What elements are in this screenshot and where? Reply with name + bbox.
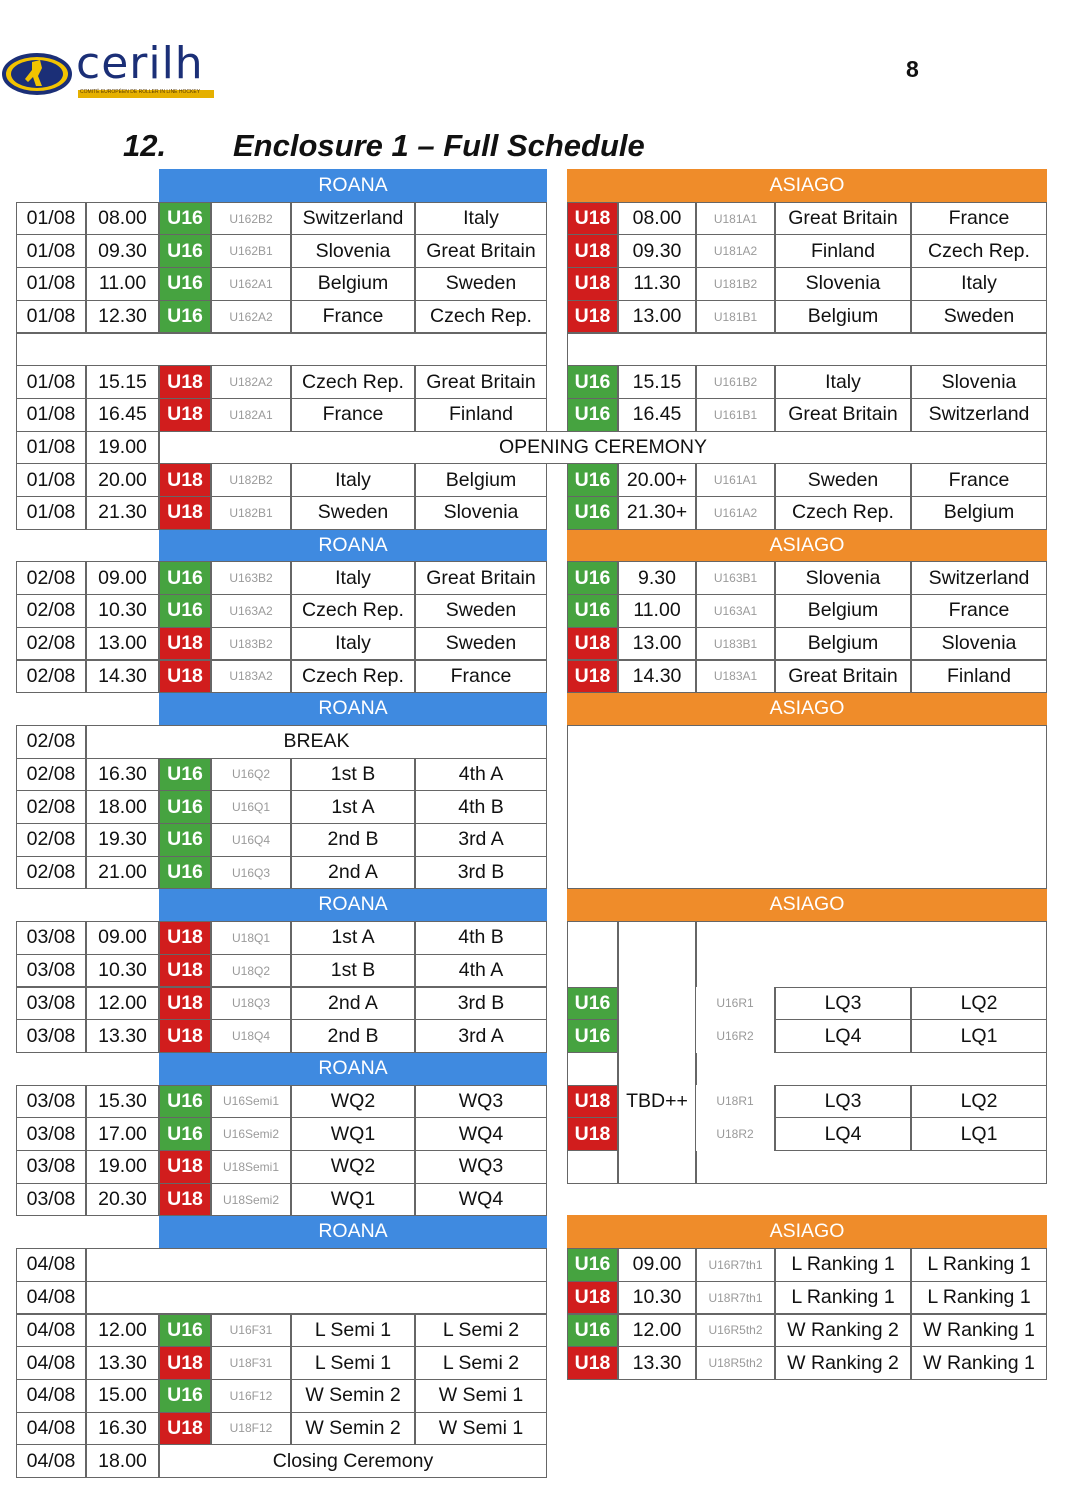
- empty-block: [567, 725, 1047, 890]
- schedule-date: 03/08: [16, 1085, 86, 1119]
- game-code: U182B2: [211, 463, 291, 497]
- category-badge: U16: [159, 823, 211, 857]
- schedule-date: 03/08: [16, 1150, 86, 1184]
- away-team: France: [911, 463, 1047, 497]
- home-team: Sweden: [291, 496, 415, 530]
- schedule-date: 01/08: [16, 267, 86, 301]
- game-code: U18Semi1: [211, 1150, 291, 1184]
- blank-row: [16, 333, 547, 367]
- schedule-date: 03/08: [16, 987, 86, 1021]
- game-code: U182A2: [211, 365, 291, 399]
- category-badge: U18: [159, 1412, 211, 1446]
- category-badge: U16: [567, 496, 618, 530]
- schedule-date: 02/08: [16, 561, 86, 595]
- game-code: U163A2: [211, 594, 291, 628]
- category-badge: U16: [159, 790, 211, 824]
- home-team: WQ2: [291, 1085, 415, 1119]
- venue-header-asiago: ASIAGO: [567, 692, 1047, 725]
- schedule-time: 09.30: [618, 234, 696, 268]
- category-badge: U16: [159, 1314, 211, 1348]
- game-code: U16Semi1: [211, 1085, 291, 1119]
- schedule-time: 12.00: [86, 987, 159, 1021]
- schedule-date: 04/08: [16, 1281, 86, 1315]
- schedule-date: 04/08: [16, 1248, 86, 1282]
- category-badge: U18: [567, 1281, 618, 1315]
- game-code: U18R2: [696, 1117, 775, 1151]
- schedule-date: 01/08: [16, 365, 86, 399]
- game-code: U18R5th2: [696, 1346, 775, 1380]
- schedule-time: 13.00: [618, 300, 696, 334]
- away-team: W Semi 1: [415, 1379, 547, 1413]
- game-code: U16F12: [211, 1379, 291, 1413]
- venue-header-asiago: ASIAGO: [567, 1215, 1047, 1248]
- game-code: U18Q4: [211, 1019, 291, 1053]
- category-badge: U16: [567, 561, 618, 595]
- schedule-date: 01/08: [16, 431, 86, 465]
- logo-subtitle: COMITÉ EUROPÉEN DE ROLLER IN LINE HOCKEY: [80, 89, 201, 95]
- schedule-time: TBD++: [619, 1085, 695, 1119]
- schedule-date: 02/08: [16, 627, 86, 661]
- venue-header-roana: ROANA: [159, 692, 547, 725]
- away-team: WQ3: [415, 1150, 547, 1184]
- game-code: U183B1: [696, 627, 775, 661]
- away-team: Sweden: [415, 594, 547, 628]
- category-badge: U18: [567, 300, 618, 334]
- schedule-date: 02/08: [16, 758, 86, 792]
- schedule-date: 01/08: [16, 463, 86, 497]
- schedule-time: 21.30: [86, 496, 159, 530]
- away-team: Great Britain: [415, 365, 547, 399]
- schedule-time: 21.00: [86, 856, 159, 890]
- game-code: U18F12: [211, 1412, 291, 1446]
- schedule-time: 20.00: [86, 463, 159, 497]
- game-code: U16Q2: [211, 758, 291, 792]
- game-code: U183A1: [696, 660, 775, 694]
- away-team: 4th B: [415, 921, 547, 955]
- schedule-time: 19.00: [86, 431, 159, 465]
- schedule-time: 13.30: [618, 1346, 696, 1380]
- schedule-date: 03/08: [16, 1019, 86, 1053]
- away-team: WQ3: [415, 1085, 547, 1119]
- schedule-time: 09.00: [86, 561, 159, 595]
- schedule-date: 02/08: [16, 856, 86, 890]
- category-badge: U16: [567, 1314, 618, 1348]
- home-team: WQ2: [291, 1150, 415, 1184]
- schedule-date: 04/08: [16, 1379, 86, 1413]
- away-team: France: [415, 660, 547, 694]
- section-number: 12.: [123, 128, 167, 163]
- home-team: Switzerland: [291, 202, 415, 236]
- away-team: L Semi 2: [415, 1314, 547, 1348]
- home-team: 2nd B: [291, 823, 415, 857]
- away-team: Italy: [415, 202, 547, 236]
- game-code: U163A1: [696, 594, 775, 628]
- away-team: Belgium: [415, 463, 547, 497]
- category-badge: U18: [567, 1085, 618, 1119]
- category-badge: U16: [159, 856, 211, 890]
- home-team: 1st A: [291, 921, 415, 955]
- away-team: Switzerland: [911, 398, 1047, 432]
- game-code: U181B2: [696, 267, 775, 301]
- home-team: Czech Rep.: [291, 594, 415, 628]
- category-badge: U18: [159, 660, 211, 694]
- home-team: Sweden: [775, 463, 911, 497]
- game-code: U18Q1: [211, 921, 291, 955]
- category-badge: U16: [567, 1248, 618, 1282]
- schedule-date: 01/08: [16, 496, 86, 530]
- schedule-time: 09.00: [86, 921, 159, 955]
- home-team: W Semin 2: [291, 1379, 415, 1413]
- category-badge: U18: [159, 463, 211, 497]
- away-team: W Semi 1: [415, 1412, 547, 1446]
- away-team: L Semi 2: [415, 1346, 547, 1380]
- category-badge: U16: [159, 561, 211, 595]
- home-team: Italy: [291, 463, 415, 497]
- game-code: U16R5th2: [696, 1314, 775, 1348]
- category-badge: U16: [159, 234, 211, 268]
- schedule-time: 20.30: [86, 1183, 159, 1217]
- game-code: U162A2: [211, 300, 291, 334]
- away-team: LQ2: [911, 987, 1047, 1021]
- home-team: 2nd B: [291, 1019, 415, 1053]
- home-team: France: [291, 300, 415, 334]
- venue-header-roana: ROANA: [159, 1052, 547, 1085]
- away-team: Italy: [911, 267, 1047, 301]
- schedule-date: 03/08: [16, 921, 86, 955]
- venue-header-roana: ROANA: [159, 169, 547, 202]
- away-team: W Ranking 1: [911, 1346, 1047, 1380]
- game-code: U161B2: [696, 365, 775, 399]
- away-team: Switzerland: [911, 561, 1047, 595]
- game-code: U163B2: [211, 561, 291, 595]
- away-team: France: [911, 594, 1047, 628]
- home-team: Czech Rep.: [291, 660, 415, 694]
- schedule-time: 16.30: [86, 1412, 159, 1446]
- schedule-time: 13.00: [618, 627, 696, 661]
- away-team: Belgium: [911, 496, 1047, 530]
- schedule-date: 04/08: [16, 1346, 86, 1380]
- schedule-time: 12.00: [86, 1314, 159, 1348]
- hockey-player-icon: [2, 48, 76, 104]
- game-code: U16R7th1: [696, 1248, 775, 1282]
- schedule-time: 11.30: [618, 267, 696, 301]
- venue-header-asiago: ASIAGO: [567, 169, 1047, 202]
- game-code: U16F31: [211, 1314, 291, 1348]
- home-team: Belgium: [775, 627, 911, 661]
- schedule-time: 13.00: [86, 627, 159, 661]
- home-team: 1st B: [291, 954, 415, 988]
- home-team: Belgium: [775, 594, 911, 628]
- game-code: U161A1: [696, 463, 775, 497]
- schedule-date: 04/08: [16, 1314, 86, 1348]
- category-badge: U18: [567, 1117, 618, 1151]
- home-team: LQ3: [775, 1085, 911, 1119]
- away-team: Slovenia: [415, 496, 547, 530]
- category-badge: U16: [567, 398, 618, 432]
- schedule-time: 14.30: [618, 660, 696, 694]
- schedule-date: 02/08: [16, 660, 86, 694]
- schedule-date: 02/08: [16, 725, 86, 759]
- category-badge: U16: [159, 758, 211, 792]
- away-team: Finland: [911, 660, 1047, 694]
- away-team: Slovenia: [911, 365, 1047, 399]
- home-team: Italy: [291, 627, 415, 661]
- category-badge: U16: [159, 1085, 211, 1119]
- home-team: Italy: [291, 561, 415, 595]
- schedule-event: OPENING CEREMONY: [159, 431, 1047, 465]
- away-team: Sweden: [911, 300, 1047, 334]
- game-code: U183B2: [211, 627, 291, 661]
- away-team: Czech Rep.: [911, 234, 1047, 268]
- home-team: 1st B: [291, 758, 415, 792]
- game-code: U18Q2: [211, 954, 291, 988]
- empty-slot: [86, 1248, 547, 1282]
- away-team: France: [911, 202, 1047, 236]
- page-number: 8: [906, 56, 919, 82]
- schedule-time: 19.00: [86, 1150, 159, 1184]
- home-team: Belgium: [291, 267, 415, 301]
- schedule-date: 04/08: [16, 1444, 86, 1478]
- away-team: L Ranking 1: [911, 1281, 1047, 1315]
- game-code: U182A1: [211, 398, 291, 432]
- home-team: L Semi 1: [291, 1314, 415, 1348]
- game-code: U16Semi2: [211, 1117, 291, 1151]
- schedule-date: 03/08: [16, 954, 86, 988]
- schedule-time: 9.30: [618, 561, 696, 595]
- category-badge: U16: [159, 267, 211, 301]
- venue-header-roana: ROANA: [159, 529, 547, 562]
- category-badge: U18: [567, 202, 618, 236]
- home-team: W Ranking 2: [775, 1346, 911, 1380]
- away-team: WQ4: [415, 1183, 547, 1217]
- schedule-time: 09.00: [618, 1248, 696, 1282]
- category-badge: U18: [567, 627, 618, 661]
- page-title: Enclosure 1 – Full Schedule: [233, 128, 645, 163]
- home-team: Great Britain: [775, 660, 911, 694]
- category-badge: U16: [159, 594, 211, 628]
- game-code: U16Q4: [211, 823, 291, 857]
- category-badge: U18: [159, 954, 211, 988]
- category-badge: U16: [159, 300, 211, 334]
- time-col-block: [618, 921, 696, 1184]
- away-team: 3rd B: [415, 987, 547, 1021]
- schedule-time: 18.00: [86, 790, 159, 824]
- schedule-time: 16.45: [86, 398, 159, 432]
- blank-row: [567, 333, 1047, 367]
- home-team: LQ4: [775, 1019, 911, 1053]
- away-team: L Ranking 1: [911, 1248, 1047, 1282]
- game-code: U162B1: [211, 234, 291, 268]
- home-team: LQ4: [775, 1117, 911, 1151]
- schedule-time: 14.30: [86, 660, 159, 694]
- schedule-time: 10.30: [86, 594, 159, 628]
- schedule-time: 15.30: [86, 1085, 159, 1119]
- schedule-time: 15.15: [618, 365, 696, 399]
- schedule-time: 21.30+: [618, 496, 696, 530]
- game-code: U162A1: [211, 267, 291, 301]
- logo-wordmark: cerilh: [76, 38, 204, 89]
- game-code: U161B1: [696, 398, 775, 432]
- home-team: Great Britain: [775, 202, 911, 236]
- category-badge: U18: [159, 365, 211, 399]
- venue-header-roana: ROANA: [159, 888, 547, 921]
- schedule-date: 04/08: [16, 1412, 86, 1446]
- away-team: W Ranking 1: [911, 1314, 1047, 1348]
- home-team: W Ranking 2: [775, 1314, 911, 1348]
- schedule-date: 02/08: [16, 823, 86, 857]
- away-team: Sweden: [415, 267, 547, 301]
- schedule-date: 02/08: [16, 594, 86, 628]
- schedule-time: 12.00: [618, 1314, 696, 1348]
- schedule-time: 20.00+: [618, 463, 696, 497]
- game-code: U162B2: [211, 202, 291, 236]
- game-code: U183A2: [211, 660, 291, 694]
- schedule-date: 02/08: [16, 790, 86, 824]
- schedule-time: 08.00: [86, 202, 159, 236]
- schedule-time: 15.00: [86, 1379, 159, 1413]
- away-team: WQ4: [415, 1117, 547, 1151]
- away-team: Sweden: [415, 627, 547, 661]
- category-badge: U16: [567, 365, 618, 399]
- category-badge: U18: [159, 496, 211, 530]
- schedule-time: 09.30: [86, 234, 159, 268]
- category-badge: U16: [567, 463, 618, 497]
- schedule-event: BREAK: [86, 725, 547, 759]
- away-team: Slovenia: [911, 627, 1047, 661]
- away-team: Finland: [415, 398, 547, 432]
- away-team: LQ2: [911, 1085, 1047, 1119]
- category-badge: U16: [159, 1379, 211, 1413]
- category-badge: U18: [567, 267, 618, 301]
- home-team: WQ1: [291, 1183, 415, 1217]
- schedule-time: 18.00: [86, 1444, 159, 1478]
- home-team: Slovenia: [775, 561, 911, 595]
- category-badge: U18: [567, 660, 618, 694]
- schedule-date: 03/08: [16, 1183, 86, 1217]
- away-team: LQ1: [911, 1019, 1047, 1053]
- schedule-time: 13.30: [86, 1346, 159, 1380]
- schedule-time: 16.45: [618, 398, 696, 432]
- schedule-time: 13.30: [86, 1019, 159, 1053]
- schedule-date: 03/08: [16, 1117, 86, 1151]
- home-team: W Semin 2: [291, 1412, 415, 1446]
- home-team: 1st A: [291, 790, 415, 824]
- home-team: 2nd A: [291, 987, 415, 1021]
- home-team: Great Britain: [775, 398, 911, 432]
- schedule-date: 01/08: [16, 300, 86, 334]
- venue-header-roana: ROANA: [159, 1215, 547, 1248]
- game-code: U16Q3: [211, 856, 291, 890]
- away-team: Great Britain: [415, 234, 547, 268]
- away-team: 4th A: [415, 954, 547, 988]
- game-code: U182B1: [211, 496, 291, 530]
- away-team: 4th B: [415, 790, 547, 824]
- category-badge: U16: [159, 202, 211, 236]
- home-team: L Semi 1: [291, 1346, 415, 1380]
- category-badge: U18: [567, 234, 618, 268]
- home-team: Finland: [775, 234, 911, 268]
- home-team: LQ3: [775, 987, 911, 1021]
- home-team: L Ranking 1: [775, 1248, 911, 1282]
- home-team: Czech Rep.: [291, 365, 415, 399]
- schedule-time: 17.00: [86, 1117, 159, 1151]
- away-team: Czech Rep.: [415, 300, 547, 334]
- game-code: U181B1: [696, 300, 775, 334]
- category-badge: U18: [159, 1346, 211, 1380]
- schedule-date: 01/08: [16, 234, 86, 268]
- away-team: 3rd A: [415, 823, 547, 857]
- away-team: 3rd B: [415, 856, 547, 890]
- category-badge: U18: [159, 1019, 211, 1053]
- empty-slot: [86, 1281, 547, 1315]
- category-badge: U18: [159, 1150, 211, 1184]
- game-code: U18Q3: [211, 987, 291, 1021]
- schedule-time: 10.30: [618, 1281, 696, 1315]
- game-code: U16R1: [696, 987, 775, 1021]
- home-team: L Ranking 1: [775, 1281, 911, 1315]
- game-code: U18F31: [211, 1346, 291, 1380]
- category-badge: U18: [159, 398, 211, 432]
- home-team: WQ1: [291, 1117, 415, 1151]
- away-team: 4th A: [415, 758, 547, 792]
- game-code: U181A1: [696, 202, 775, 236]
- away-team: LQ1: [911, 1117, 1047, 1151]
- schedule-time: 12.30: [86, 300, 159, 334]
- category-badge: U18: [159, 921, 211, 955]
- category-badge: U18: [159, 627, 211, 661]
- game-code: U16Q1: [211, 790, 291, 824]
- schedule-time: 15.15: [86, 365, 159, 399]
- schedule-time: 19.30: [86, 823, 159, 857]
- schedule-time: 16.30: [86, 758, 159, 792]
- category-badge: U16: [159, 1117, 211, 1151]
- home-team: Belgium: [775, 300, 911, 334]
- game-code: U16R2: [696, 1019, 775, 1053]
- home-team: 2nd A: [291, 856, 415, 890]
- schedule-time: 11.00: [618, 594, 696, 628]
- home-team: Italy: [775, 365, 911, 399]
- game-code: U163B1: [696, 561, 775, 595]
- category-badge: U16: [567, 987, 618, 1021]
- game-code: U18Semi2: [211, 1183, 291, 1217]
- category-badge: U16: [567, 1019, 618, 1053]
- category-badge: U18: [567, 1346, 618, 1380]
- game-code: U18R7th1: [696, 1281, 775, 1315]
- home-team: Slovenia: [291, 234, 415, 268]
- home-team: Slovenia: [775, 267, 911, 301]
- schedule-date: 01/08: [16, 202, 86, 236]
- schedule-date: 01/08: [16, 398, 86, 432]
- schedule-time: 08.00: [618, 202, 696, 236]
- schedule-event: Closing Ceremony: [159, 1444, 547, 1478]
- game-code: U18R1: [696, 1085, 775, 1119]
- venue-header-asiago: ASIAGO: [567, 888, 1047, 921]
- schedule-time: 10.30: [86, 954, 159, 988]
- home-team: Czech Rep.: [775, 496, 911, 530]
- category-badge: U18: [159, 987, 211, 1021]
- away-team: 3rd A: [415, 1019, 547, 1053]
- category-badge: U18: [159, 1183, 211, 1217]
- away-team: Great Britain: [415, 561, 547, 595]
- game-code: U181A2: [696, 234, 775, 268]
- schedule-time: 11.00: [86, 267, 159, 301]
- category-badge: U16: [567, 594, 618, 628]
- home-team: France: [291, 398, 415, 432]
- venue-header-asiago: ASIAGO: [567, 529, 1047, 562]
- game-code: U161A2: [696, 496, 775, 530]
